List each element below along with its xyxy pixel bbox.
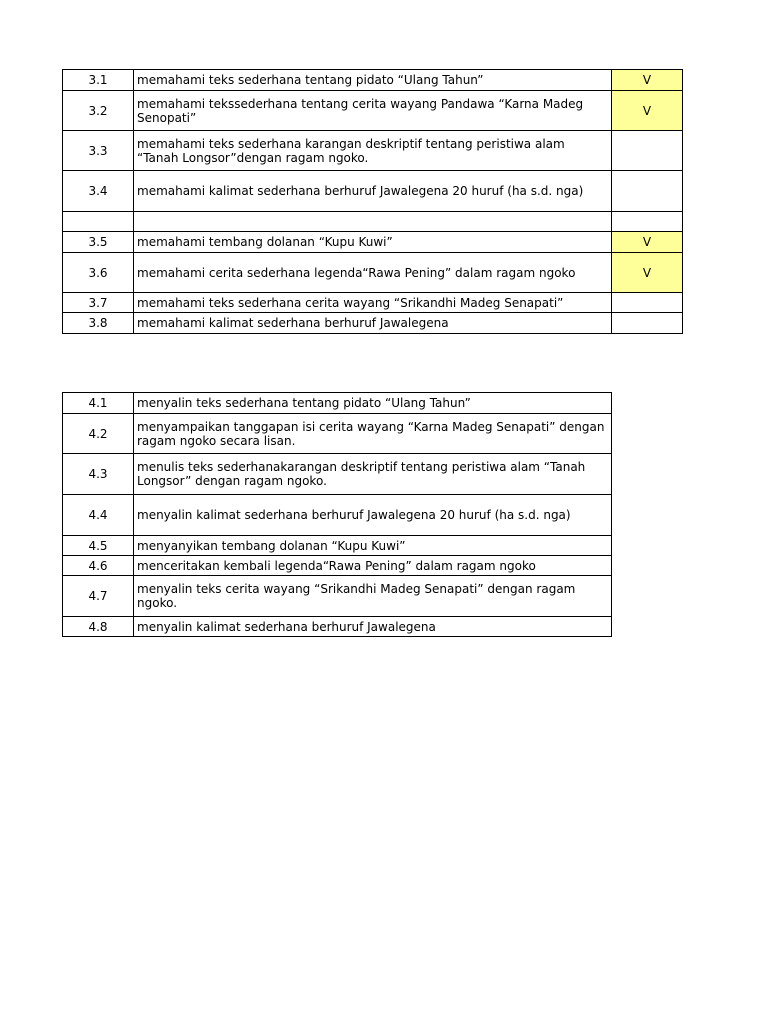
table-row [63,232,683,253]
row-number: 4.8 [63,617,134,637]
row-description: menyanyikan tembang dolanan “Kupu Kuwi” [134,536,612,556]
table-row [63,495,612,536]
row-description: memahami kalimat sederhana berhuruf Jawalegena 20 huruf (ha s.d. nga) [134,171,612,212]
row-number: 4.7 [63,576,134,617]
row-number: 4.2 [63,414,134,454]
table-row [63,131,683,171]
check-cell: V [612,253,683,293]
row-number: 4.3 [63,454,134,495]
competency-table-4 [62,392,612,637]
table-row [63,91,683,131]
row-number: 3.3 [63,131,134,171]
row-description: menulis teks sederhanakarangan deskriptif tentang peristiwa alam “Tanah Longsor” dengan ragam ngoko. [134,454,612,495]
table-row [63,576,612,617]
row-description: memahami kalimat sederhana berhuruf Jawalegena [134,313,612,334]
check-cell: V [612,232,683,253]
row-description: menyalin teks sederhana tentang pidato “Ulang Tahun” [134,393,612,414]
row-number [63,212,134,232]
row-number: 3.5 [63,232,134,253]
row-number: 3.8 [63,313,134,334]
row-number: 3.4 [63,171,134,212]
row-number: 3.1 [63,70,134,91]
check-cell [612,131,683,171]
row-description: memahami teks sederhana cerita wayang “Srikandhi Madeg Senapati” [134,293,612,313]
table-row [63,70,683,91]
check-cell: V [612,70,683,91]
table-row [63,617,612,637]
row-number: 3.7 [63,293,134,313]
row-description: menyampaikan tanggapan isi cerita wayang “Karna Madeg Senapati” dengan ragam ngoko secara lisan. [134,414,612,454]
table-row [63,414,612,454]
row-number: 4.1 [63,393,134,414]
row-description: menceritakan kembali legenda“Rawa Pening” dalam ragam ngoko [134,556,612,576]
row-number: 3.6 [63,253,134,293]
row-description: menyalin teks cerita wayang “Srikandhi Madeg Senapati” dengan ragam ngoko. [134,576,612,617]
row-description: menyalin kalimat sederhana berhuruf Jawalegena 20 huruf (ha s.d. nga) [134,495,612,536]
table-row [63,293,683,313]
check-cell [612,212,683,232]
row-number: 4.4 [63,495,134,536]
row-number: 4.5 [63,536,134,556]
table-row [63,393,612,414]
check-cell [612,293,683,313]
check-cell [612,313,683,334]
row-number: 3.2 [63,91,134,131]
competency-table-3 [62,69,683,334]
table-row-empty [63,212,683,232]
check-cell: V [612,91,683,131]
table-row [63,313,683,334]
row-description [134,212,612,232]
row-number: 4.6 [63,556,134,576]
row-description: menyalin kalimat sederhana berhuruf Jawalegena [134,617,612,637]
row-description: memahami teks sederhana karangan deskriptif tentang peristiwa alam “Tanah Longsor”dengan ragam ngoko. [134,131,612,171]
table-row [63,556,612,576]
table-row [63,171,683,212]
check-cell [612,171,683,212]
row-description: memahami tekssederhana tentang cerita wayang Pandawa “Karna Madeg Senopati” [134,91,612,131]
table-row [63,253,683,293]
row-description: memahami teks sederhana tentang pidato “Ulang Tahun” [134,70,612,91]
table-row [63,536,612,556]
row-description: memahami cerita sederhana legenda“Rawa Pening” dalam ragam ngoko [134,253,612,293]
row-description: memahami tembang dolanan “Kupu Kuwi” [134,232,612,253]
table-row [63,454,612,495]
